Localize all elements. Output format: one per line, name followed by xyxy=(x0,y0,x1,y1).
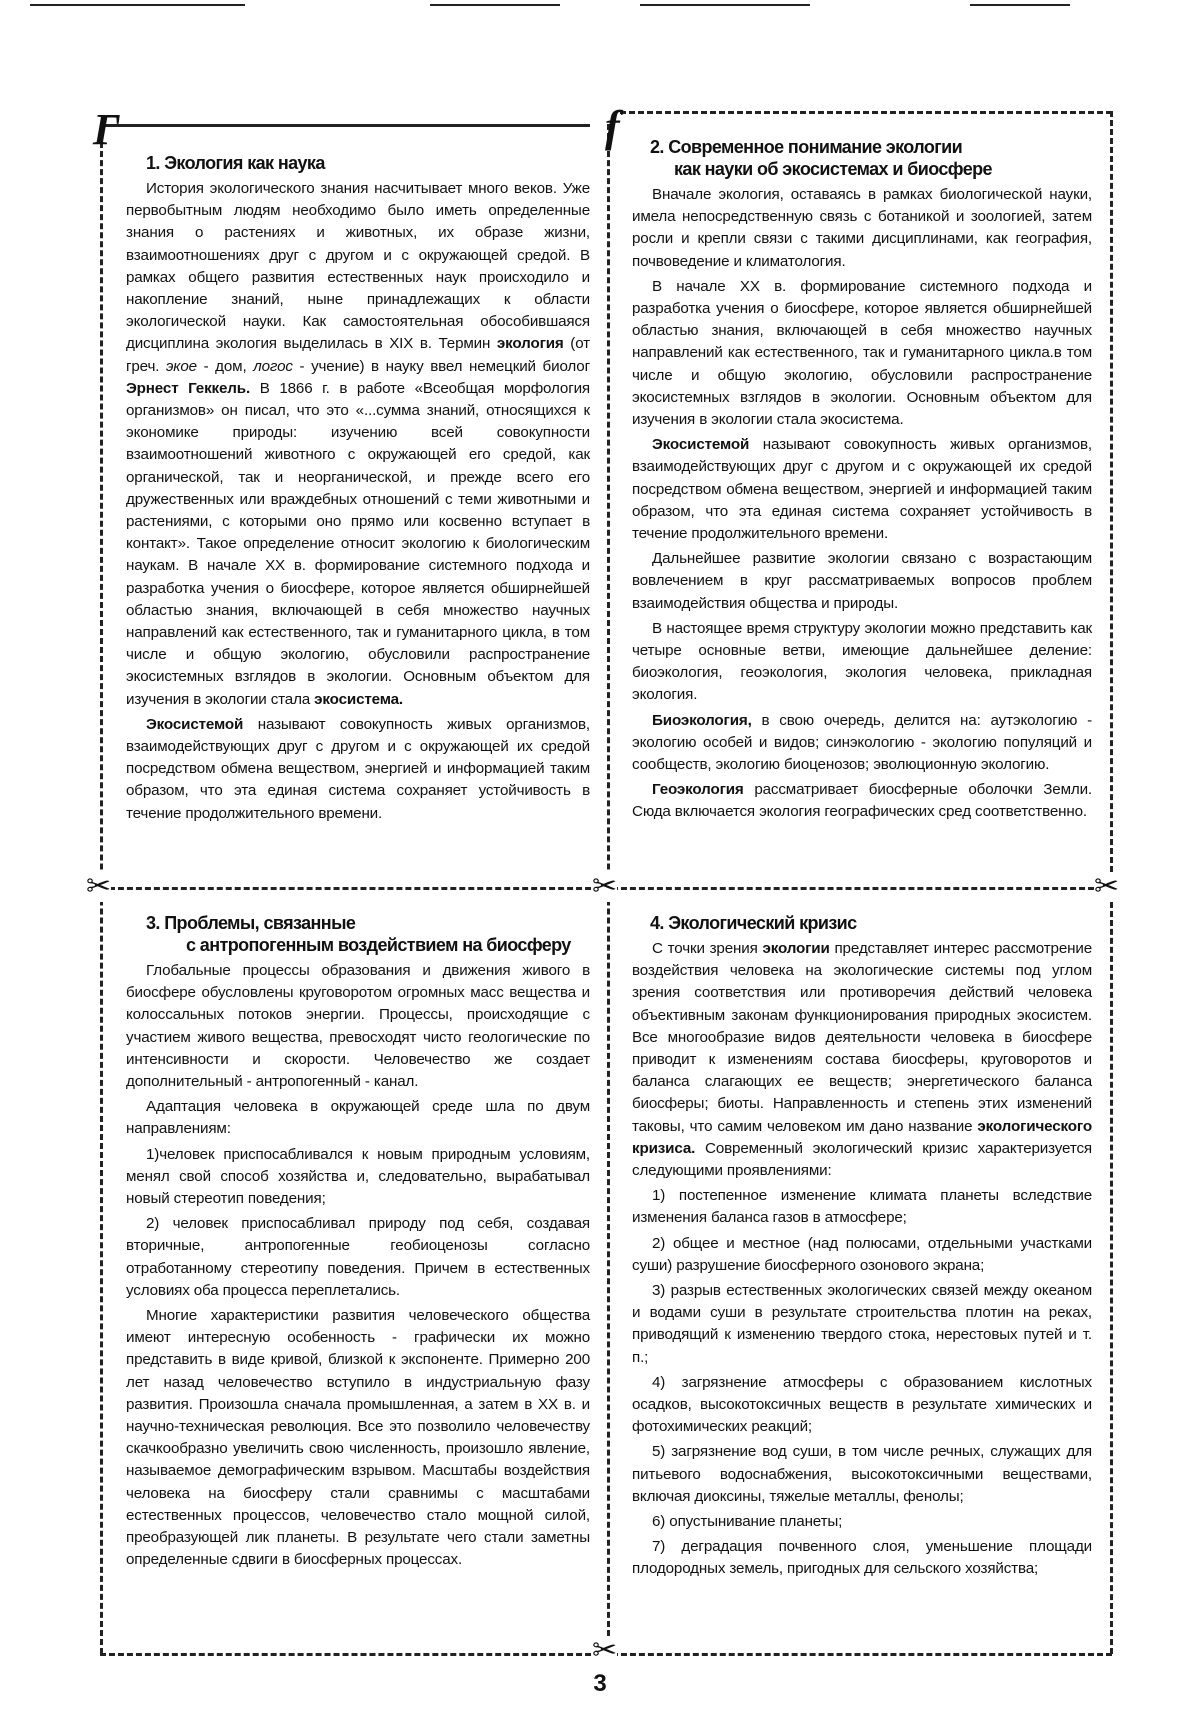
top-edge-line xyxy=(430,4,560,6)
section-anthropogenic-problems xyxy=(126,912,590,1571)
corner-mark-center: f xyxy=(605,105,620,149)
paragraph: Биоэкология, в свою очередь, делится на: аутэкологию - экологию особей и видов; синэкологию - экологию популяций и сообществ, экологию биоценозов; эволюционную экологию. xyxy=(632,710,1092,777)
paragraph: Дальнейшее развитие экологии связано с возрастающим вовлечением в круг рассматриваемых вопросов проблем взаимодействия общества и природы. xyxy=(632,548,1092,615)
paragraph: Многие характеристики развития человеческого общества имеют интересную особенность - графически их можно представить в виде кривой, близкой к экспоненте. Примерно 200 лет назад человечество вступило в индустриальную фазу развития. Произошла сначала промышленная, а затем в XX в. и научно-техническая революция. Все это позволило человечеству скачкообразно увеличить свою численность, произошло явление, называемое демографическим взрывом. Масштабы воздействия человека на биосферу стали сравнимы с масштабами естественных процессов, человечество стало мощной силой, преобразующей лик планеты. В результате чего стали заметны определенные сдвиги в биосферных процессах. xyxy=(126,1305,590,1571)
list-item: 5) загрязнение вод суши, в том числе речных, служащих для питьевого водоснабжения, высокотоксичными веществами, включая диоксины, тяжелые металлы, фенолы; xyxy=(632,1441,1092,1508)
paragraph: Геоэкология рассматривает биосферные оболочки Земли. Сюда включается экология географических сред соответственно. xyxy=(632,779,1092,823)
list-item: 1) постепенное изменение климата планеты вследствие изменения баланса газов в атмосфере; xyxy=(632,1185,1092,1229)
frame-top-left xyxy=(100,124,590,127)
corner-mark-left: Г xyxy=(93,108,120,152)
scissors-icon: ✂ xyxy=(592,1636,617,1666)
paragraph: Вначале экология, оставаясь в рамках биологической науки, имела непосредственную связь с ботаникой и зоологией, затем росли и крепли связи с такими дисциплинами, как география, почвоведение и климатология. xyxy=(632,184,1092,273)
scissors-icon: ✂ xyxy=(592,872,617,902)
section-title: 2. Современное понимание экологии как науки об экосистемах и биосфере xyxy=(632,136,1092,180)
paragraph: История экологического знания насчитывает много веков. Уже первобытным людям необходимо было иметь определенные знания о растениях и животных, их образе жизни, взаимоотношениях друг с другом и с окружающей средой. В рамках общего развития естественных наук происходило и накопление знаний, ныне принадлежащих к области экологической науки. Как самостоятельная обособившаяся дисциплина экология выделилась в XIX в. Термин экология (от греч. экое - дом, логос - учение) в науку ввел немецкий биолог Эрнест Геккель. В 1866 г. в работе «Всеобщая морфология организмов» он писал, что это «...сумма знаний, относящихся к экономике природы: изучению всей совокупности взаимоотношений животного с окружающей его средой, как органической, так и неорганической, и прежде всего его дружественных или враждебных отношений с теми животными и растениями, с которыми оно прямо или косвенно вступает в контакт». Такое определение относит экологию к биологическим наукам. В начале XX в. формирование системного подхода и разработка учения о биосфере, которое является обширнейшей областью знания, включающей в себя множество научных направлений как естественного, так и гуманитарного цикла, в том числе и общую экологию, обусловили распространение экосистемных взглядов в экологии. Основным объектом для изучения в экологии стала экосистема. xyxy=(126,178,590,711)
paragraph: Экосистемой называют совокупность живых организмов, взаимодействующих друг с другом и с окружающей их средой посредством обмена веществом, энергией и информацией таким образом, что эта единая система сохраняет устойчивость в течение продолжительного времени. xyxy=(632,434,1092,545)
paragraph: 1)человек приспосабливался к новым природным условиям, менял свой способ хозяйства и, следовательно, вырабатывал новый стереотип поведения; xyxy=(126,1144,590,1211)
paragraph: С точки зрения экологии представляет интерес рассмотрение воздействия человека на экологические системы под углом зрения соответствия или противоречия действий человека объективным законам функционирования природных экосистем. Все многообразие видов деятельности человека в биосфере приводит к изменениям состава биосферы, круговоротов и баланса слагающих ее веществ; энергетического баланса биосферы; биоты. Направленность и степень этих изменений таковы, что самим человеком им дано название экологического кризиса. Современный экологический кризис характеризуется следующими проявлениями: xyxy=(632,938,1092,1182)
list-item: 4) загрязнение атмосферы с образованием кислотных осадков, высокотоксичных веществ в результате химических и фотохимических реакций; xyxy=(632,1372,1092,1439)
section-title: 4. Экологический кризис xyxy=(632,912,1092,934)
section-title: 1. Экология как наука xyxy=(126,152,590,174)
section-modern-understanding xyxy=(632,136,1092,824)
top-edge-line xyxy=(970,4,1070,6)
section-ecological-crisis xyxy=(632,912,1092,1581)
list-item: 2) общее и местное (над полюсами, отдельными участками суши) разрушение биосферного озонового экрана; xyxy=(632,1233,1092,1277)
scissors-icon: ✂ xyxy=(1094,872,1119,902)
section-title: 3. Проблемы, связанные с антропогенным воздействием на биосферу xyxy=(126,912,590,956)
list-item: 3) разрыв естественных экологических связей между океаном и водами суши в результате строительства плотин на реках, приводящий к изменению твердого стока, нерестовых путей и т. п.; xyxy=(632,1280,1092,1369)
top-edge-line xyxy=(30,4,245,6)
paragraph: Адаптация человека в окружающей среде шла по двум направлениям: xyxy=(126,1096,590,1140)
list-item: 6) опустынивание планеты; xyxy=(632,1511,1092,1533)
paragraph: В начале XX в. формирование системного подхода и разработка учения о биосфере, которое является обширнейшей областью знания, включающей в себя множество научных направлений как естественного, так и гуманитарного цикла.в том числе и общую экологию, обусловили распространение экосистемных взглядов в экологии. Основным объектом для изучения в экологии стала экосистема. xyxy=(632,276,1092,431)
paragraph: 2) человек приспосабливал природу под себя, создавая вторичные, антропогенные геобиоценозы согласно отработанному стереотипу поведения. Причем в естественных условиях оба процесса переплетались. xyxy=(126,1213,590,1302)
section-ecology-as-science xyxy=(126,152,590,825)
list-item: 7) деградация почвенного слоя, уменьшение площади плодородных земель, пригодных для сельского хозяйства; xyxy=(632,1536,1092,1580)
frame-top-right xyxy=(620,111,1112,114)
paragraph: В настоящее время структуру экологии можно представить как четыре основные ветви, имеющие дальнейшее деление: биоэкология, геоэкология, экология человека, прикладная экология. xyxy=(632,618,1092,707)
page-number: 3 xyxy=(0,1670,1200,1698)
paragraph: Экосистемой называют совокупность живых организмов, взаимодействующих друг с другом и с окружающей их средой посредством обмена веществом, энергией и информацией таким образом, что эта единая система сохраняет устойчивость в течение продолжительного времени. xyxy=(126,714,590,825)
paragraph: Глобальные процессы образования и движения живого в биосфере обусловлены круговоротом огромных масс вещества и колоссальных потоков энергии. Процессы, происходящие с участием живого вещества, превосходят чисто геологические по интенсивности и скорости. Человечество же создает дополнительный - антропогенный - канал. xyxy=(126,960,590,1093)
top-edge-line xyxy=(640,4,810,6)
scissors-icon: ✂ xyxy=(86,872,111,902)
